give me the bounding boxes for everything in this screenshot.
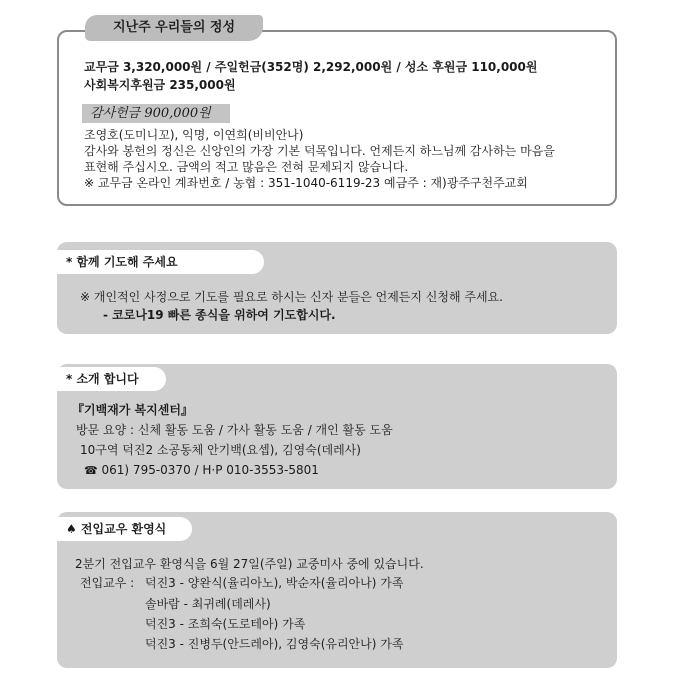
welcome-line1: 2분기 전입교우 환영식을 6월 27일(주일) 교중미사 중에 있습니다. bbox=[75, 557, 424, 571]
family-4: 덕진3 - 진병두(안드레아), 김영숙(유리안나) 가족 bbox=[145, 637, 404, 651]
family-2: 솔바람 - 최귀례(데레사) bbox=[145, 597, 271, 611]
address: 10구역 덕진2 소공동체 안기백(요셉), 김영숙(데레사) bbox=[80, 443, 361, 457]
phone-line bbox=[84, 462, 319, 479]
phone-number: 061) 795-0370 / H·P 010-3553-5801 bbox=[101, 463, 319, 477]
offering-line2: 사회복지후원금 235,000원 bbox=[84, 78, 236, 92]
welcome-title: ♠ 전입교우 환영식 bbox=[57, 517, 192, 541]
message-line2: 표현해 주십시오. 금액의 적고 많음은 전혀 문제되지 않습니다. bbox=[84, 160, 409, 174]
offering-line1: 교무금 3,320,000원 / 주일헌금(352명) 2,292,000원 / 성소 후원금 110,000원 bbox=[84, 60, 538, 74]
family-3: 덕진3 - 조희숙(도로테아) 가족 bbox=[145, 617, 306, 631]
services: 방문 요양 : 신체 활동 도움 / 가사 활동 도움 / 개인 활동 도움 bbox=[76, 423, 393, 437]
message-line1: 감사와 봉헌의 정신은 신앙인의 가장 기본 덕목입니다. 언제든지 하느님께 감사하는 마음을 bbox=[84, 144, 555, 158]
telephone-icon: ☎ bbox=[84, 464, 98, 477]
prayer-line1: ※ 개인적인 사정으로 기도를 필요로 하시는 신자 분들은 언제든지 신청해 주세요. bbox=[80, 290, 503, 304]
family-1: 덕진3 - 양완식(율리아노), 박순자(율리아나) 가족 bbox=[145, 576, 404, 590]
prayer-title: * 함께 기도해 주세요 bbox=[57, 250, 264, 274]
offering-title: 지난주 우리들의 정성 bbox=[85, 15, 263, 41]
prayer-line2: - 코로나19 빠른 종식을 위하여 기도합시다. bbox=[103, 308, 336, 322]
intro-title: * 소개 합니다 bbox=[57, 367, 166, 391]
thanks-offering-highlight: 감사헌금 900,000원 bbox=[82, 104, 230, 123]
welcome-label: 전입교우 : bbox=[80, 576, 135, 590]
center-name: 『기백재가 복지센터』 bbox=[72, 403, 193, 417]
account-info: ※ 교무금 온라인 계좌번호 / 농협 : 351-1040-6119-23 예금주 : 재)광주구천주교회 bbox=[84, 176, 528, 190]
donors: 조영호(도미니꼬), 익명, 이연희(비비안나) bbox=[84, 128, 304, 142]
